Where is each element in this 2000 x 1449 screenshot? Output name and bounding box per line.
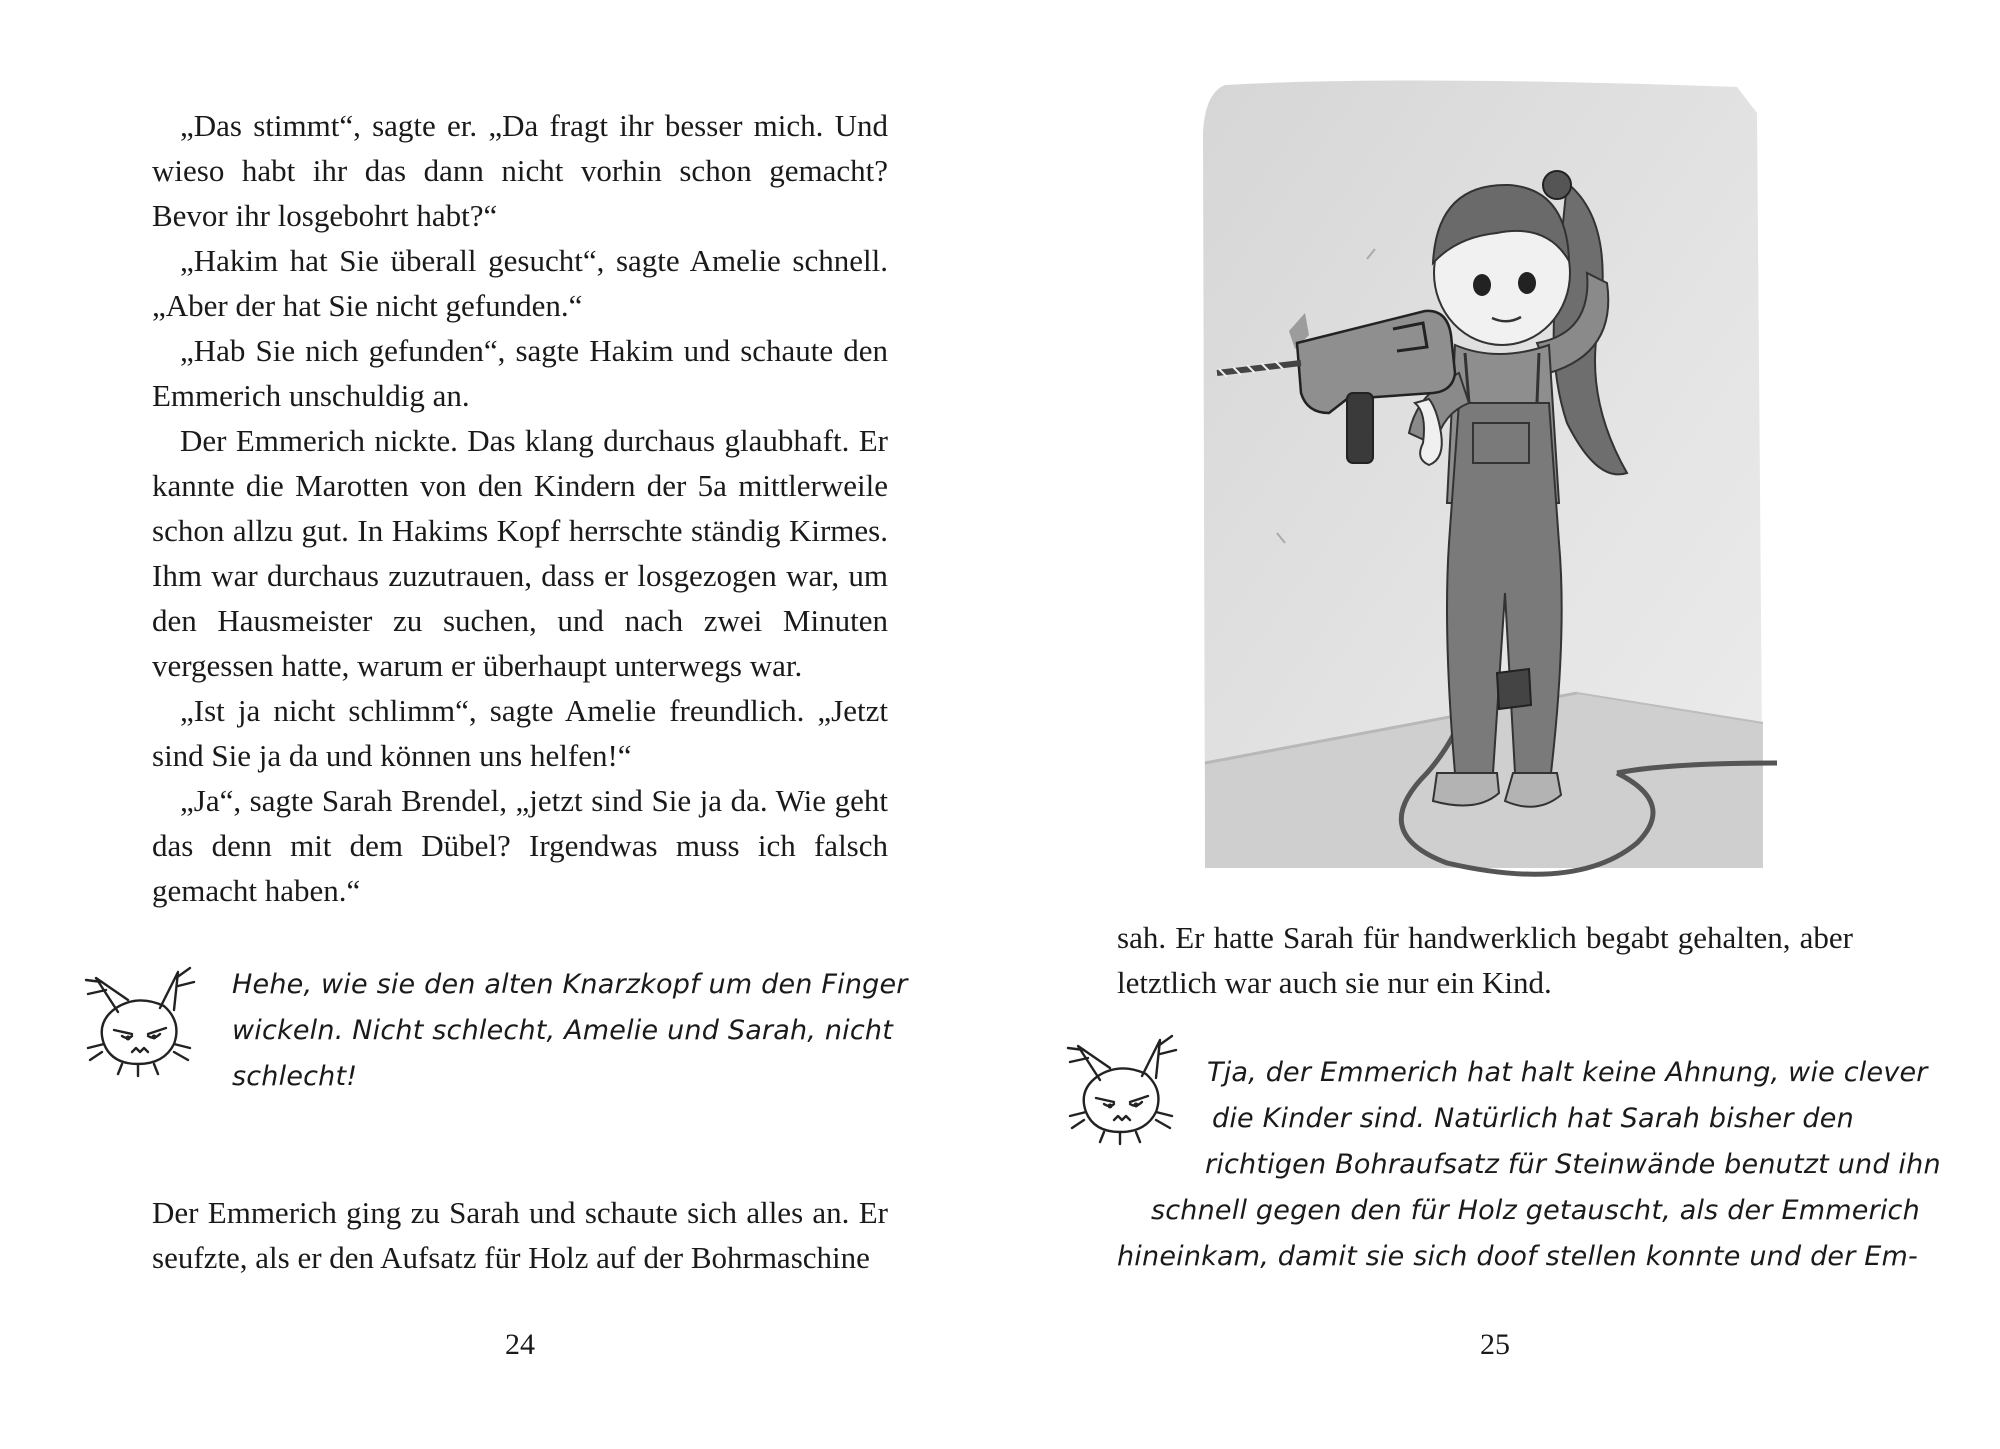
left-page-closing: [152, 1190, 888, 1280]
note-line: schnell gegen den für Holz getauscht, als der Emmerich: [1151, 1195, 1920, 1226]
handwritten-note: [1117, 1050, 1941, 1280]
note-line: schlecht!: [232, 1061, 358, 1092]
note-line: richtigen Bohraufsatz für Steinwände benutzt und ihn: [1205, 1149, 1941, 1180]
paragraph: „Ist ja nicht schlimm“, sagte Amelie freundlich. „Jetzt sind Sie ja da und können uns helfen!“: [152, 693, 888, 773]
note-line: die Kinder sind. Natürlich hat Sarah bisher den: [1212, 1103, 1854, 1134]
girl-with-drill-illustration: [1197, 73, 1777, 893]
cat-face-icon: [78, 960, 198, 1080]
paragraph: „Hakim hat Sie überall gesucht“, sagte Amelie schnell. „Aber der hat Sie nicht gefunden.“: [152, 243, 888, 323]
paragraph: „Das stimmt“, sagte er. „Da fragt ihr besser mich. Und wieso habt ihr das dann nicht vorhin schon gemacht? Bevor ihr losgebohrt habt?“: [152, 108, 888, 233]
note-line: hineinkam, damit sie sich doof stellen konnte und der Em-: [1117, 1241, 1919, 1272]
right-page: [1000, 0, 2000, 1449]
left-page-body: [152, 103, 888, 913]
note-line: wickeln. Nicht schlecht, Amelie und Sarah, nicht: [232, 1015, 894, 1046]
paragraph: Der Emmerich nickte. Das klang durchaus glaubhaft. Er kannte die Marotten von den Kindern der 5a mittlerweile schon allzu gut. In Hakims Kopf herrschte ständig Kirmes. Ihm war durchaus zuzutrauen, dass er losgezogen war, um den Hausmeister zu suchen, und nach zwei Minuten vergessen hatte, warum er überhaupt unterwegs war.: [152, 423, 888, 683]
paragraph: „Ja“, sagte Sarah Brendel, „jetzt sind Sie ja da. Wie geht das denn mit dem Dübel? Irgendwas muss ich falsch gemacht haben.“: [152, 783, 888, 908]
paragraph: „Hab Sie nich gefunden“, sagte Hakim und schaute den Emmerich unschuldig an.: [152, 333, 888, 413]
note-line: Tja, der Emmerich hat halt keine Ahnung, wie clever: [1207, 1057, 1928, 1088]
paragraph: sah. Er hatte Sarah für handwerklich begabt gehalten, aber letztlich war auch sie nur ein Kind.: [1117, 920, 1853, 1000]
page-number: 24: [505, 1328, 535, 1361]
handwritten-note: [232, 962, 908, 1100]
paragraph: Der Emmerich ging zu Sarah und schaute sich alles an. Er seufzte, als er den Aufsatz für Holz auf der Bohrmaschine: [152, 1195, 888, 1275]
note-line: Hehe, wie sie den alten Knarzkopf um den Finger: [232, 969, 908, 1000]
right-page-body: [1117, 915, 1853, 1005]
page-number: 25: [1480, 1328, 1510, 1361]
